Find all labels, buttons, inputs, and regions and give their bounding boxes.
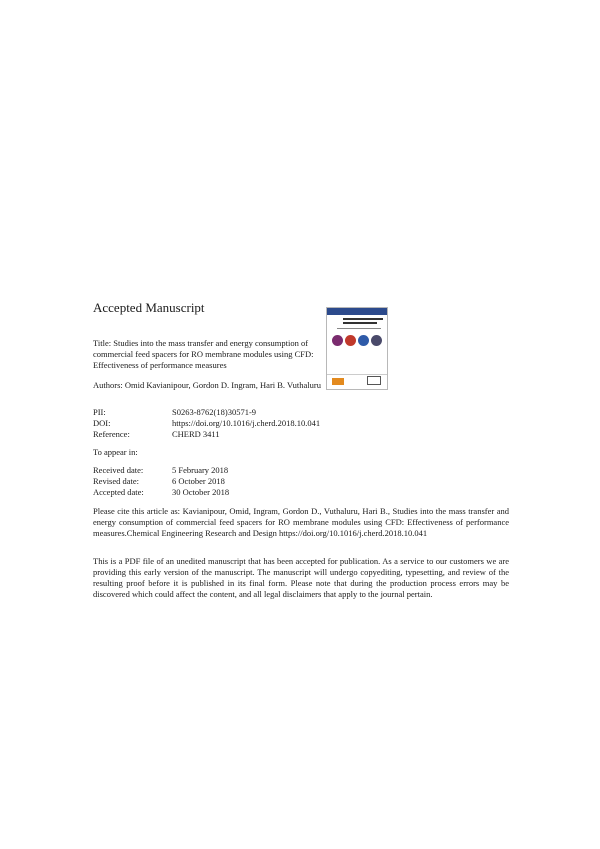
- date-value: 5 February 2018: [172, 465, 229, 475]
- article-authors: Authors: Omid Kavianipour, Gordon D. Ingram, Hari B. Vuthaluru: [93, 380, 321, 390]
- journal-cover-thumbnail: [326, 307, 388, 390]
- cover-circle-image: [332, 335, 343, 346]
- identifier-label: DOI:: [93, 418, 111, 428]
- date-row: [93, 465, 229, 476]
- society-logo-icon: [367, 376, 381, 385]
- to-appear-label: To appear in:: [93, 447, 138, 457]
- identifier-label: Reference:: [93, 429, 130, 439]
- cover-circle-image: [358, 335, 369, 346]
- identifier-value: CHERD 3411: [172, 429, 220, 439]
- date-label: Accepted date:: [93, 487, 144, 497]
- cover-circle-image: [345, 335, 356, 346]
- identifier-list: [93, 407, 320, 440]
- date-row: [93, 476, 229, 487]
- identifier-row: [93, 418, 320, 429]
- disclaimer-paragraph: This is a PDF file of an unedited manuscript that has been accepted for publication. As a service to our customers we are providing this early version of the manuscript. The manuscript will undergo copyediting, typesetting, and review of the resulting proof before it is published in its final form. Please note that during the production process errors may be discovered which could affect the content, and all legal disclaimers that apply to the journal pertain.: [93, 556, 509, 599]
- identifier-row: [93, 429, 320, 440]
- date-value: 6 October 2018: [172, 476, 225, 486]
- cover-title-line: [343, 318, 383, 320]
- date-value: 30 October 2018: [172, 487, 230, 497]
- doi-link[interactable]: https://doi.org/10.1016/j.cherd.2018.10.041: [172, 418, 321, 428]
- identifier-value: S0263-8762(18)30571-9: [172, 407, 257, 417]
- date-label: Received date:: [93, 465, 144, 475]
- page-heading: Accepted Manuscript: [93, 300, 205, 315]
- identifier-row: [93, 407, 320, 418]
- date-label: Revised date:: [93, 476, 140, 486]
- cover-circle-image: [371, 335, 382, 346]
- cover-title-line: [343, 322, 377, 324]
- citation-paragraph: Please cite this article as: Kavianipour, Omid, Ingram, Gordon D., Vuthaluru, Hari B., Studies into the mass transfer and energy consumption of commercial feed spacers for RO membrane modules using CFD: Effectiveness of performance measures.Chemical Engineering Research and Design https://doi.org/10.1016/j.cherd.2018.10.041: [93, 506, 509, 538]
- publisher-logo-icon: [332, 378, 344, 385]
- date-list: [93, 465, 229, 498]
- cover-subtitle-line: [337, 328, 381, 329]
- cover-top-band: [327, 308, 387, 315]
- identifier-label: PII:: [93, 407, 106, 417]
- article-title: Title: Studies into the mass transfer and energy consumption of commercial feed spacers for RO membrane modules using CFD: Effectiveness of performance measures: [93, 338, 314, 370]
- date-row: [93, 487, 229, 498]
- cover-divider: [327, 374, 387, 375]
